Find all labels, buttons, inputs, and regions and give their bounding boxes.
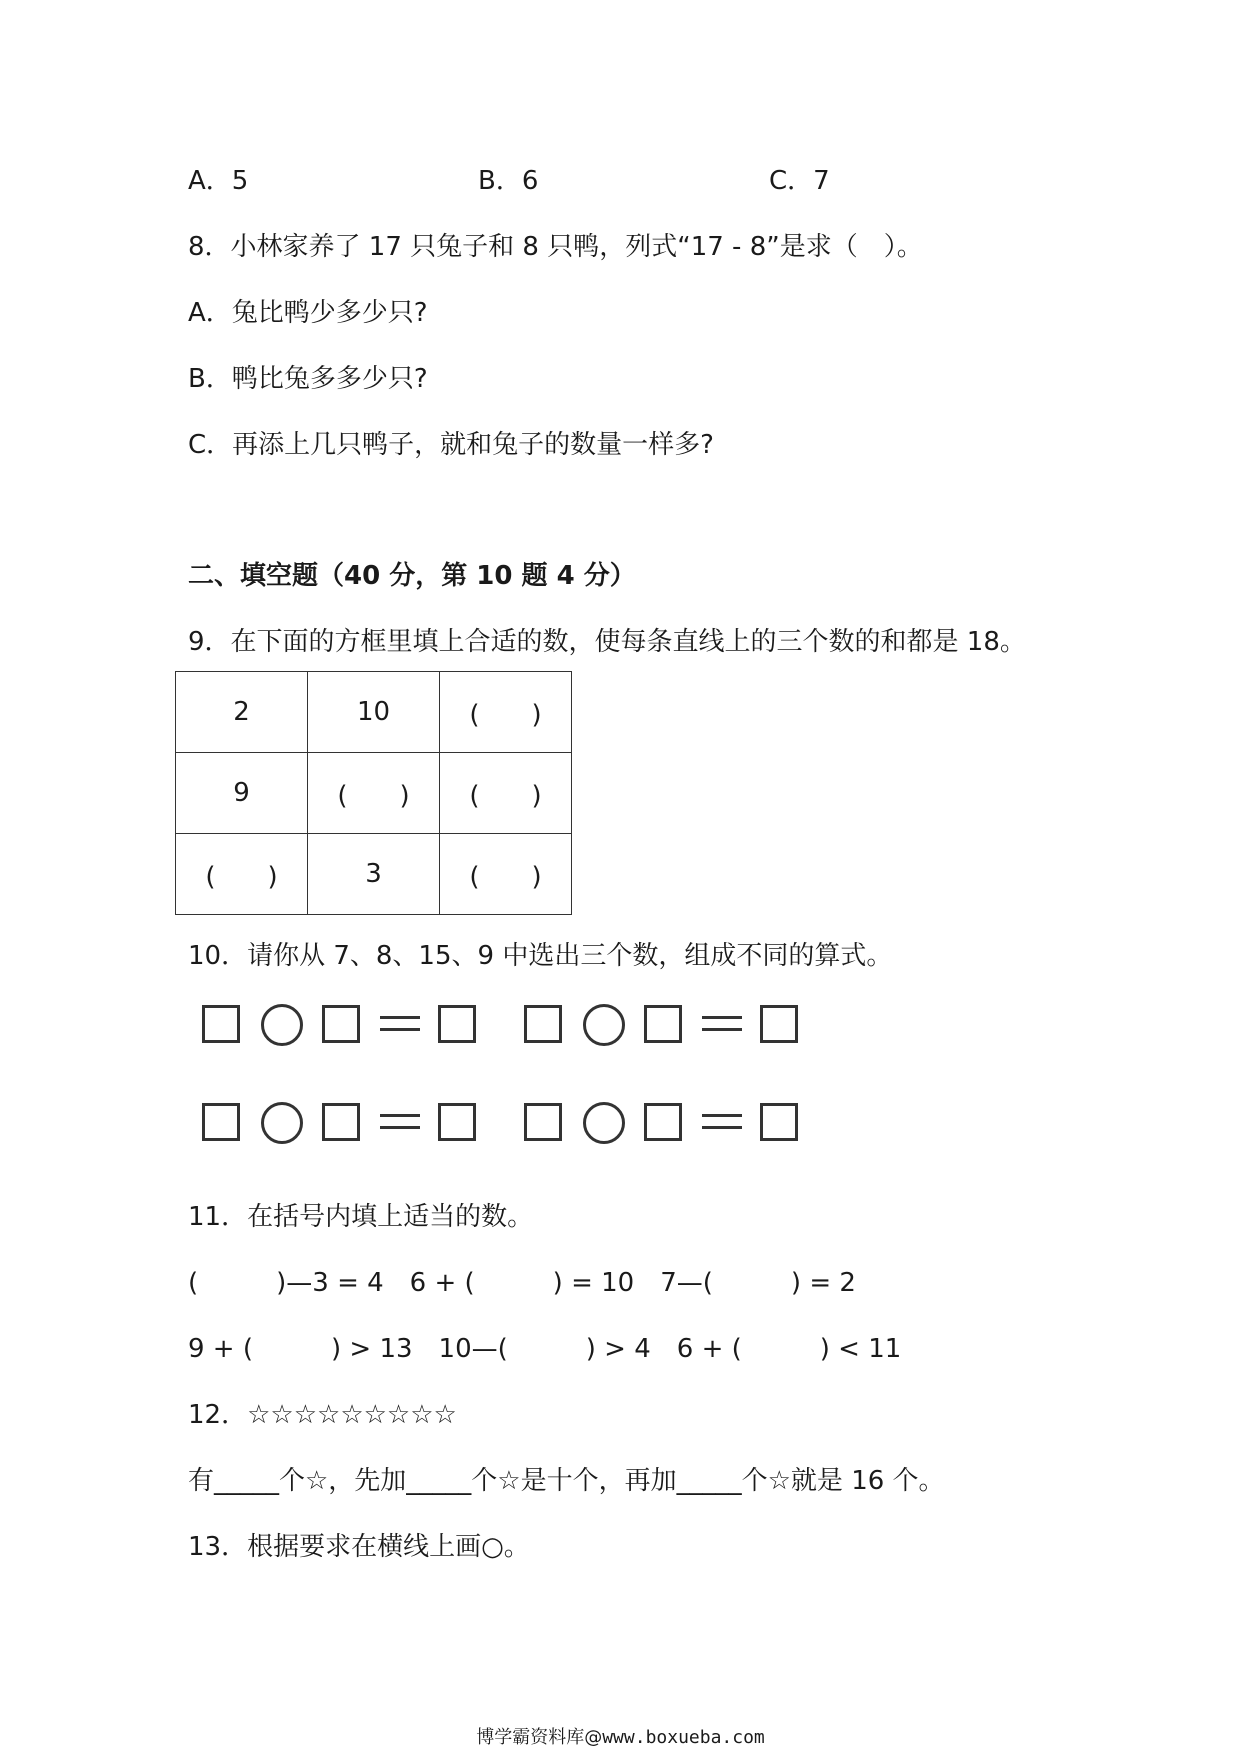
blank-square	[438, 1103, 476, 1141]
grid-cell: 9	[176, 753, 308, 834]
equals-sign	[380, 1016, 420, 1032]
q11-stem: 11．在括号内填上适当的数。	[188, 1202, 534, 1232]
blank-square	[202, 1005, 240, 1043]
blank-square	[524, 1103, 562, 1141]
grid-cell: ( )	[440, 753, 572, 834]
section-2-heading: 二、填空题（40 分，第 10 题 4 分）	[188, 561, 636, 591]
blank-square	[644, 1005, 682, 1043]
equals-sign	[380, 1114, 420, 1130]
q8-option-a: A．兔比鸭少多少只?	[188, 298, 428, 328]
q9-number-grid	[175, 671, 572, 915]
footer-brand: 博学霸资料库@	[476, 1727, 603, 1748]
grid-cell: 3	[308, 834, 440, 915]
grid-row	[176, 834, 572, 915]
q9-stem: 9．在下面的方框里填上合适的数，使每条直线上的三个数的和都是 18。	[188, 627, 1026, 657]
blank-square	[760, 1103, 798, 1141]
operator-circle	[261, 1004, 303, 1046]
grid-cell: ( )	[440, 672, 572, 753]
blank-square	[202, 1103, 240, 1141]
page-footer	[0, 1723, 1241, 1749]
grid-cell: ( )	[440, 834, 572, 915]
blank-square	[322, 1005, 360, 1043]
grid-cell: 10	[308, 672, 440, 753]
blank-square	[322, 1103, 360, 1141]
equals-sign	[702, 1016, 742, 1032]
grid-row	[176, 753, 572, 834]
q7-option-a: A．5	[188, 166, 249, 196]
blank-square	[644, 1103, 682, 1141]
operator-circle	[583, 1102, 625, 1144]
blank-square	[438, 1005, 476, 1043]
grid-row	[176, 672, 572, 753]
grid-cell: 2	[176, 672, 308, 753]
grid-cell: ( )	[176, 834, 308, 915]
q8-option-c: C．再添上几只鸭子，就和兔子的数量一样多?	[188, 430, 714, 460]
equals-sign	[702, 1114, 742, 1130]
q8-option-b: B．鸭比兔多多少只?	[188, 364, 428, 394]
footer-url: www.boxueba.com	[602, 1727, 765, 1748]
blank-square	[524, 1005, 562, 1043]
grid-cell: ( )	[308, 753, 440, 834]
q11-line-1: ( )—3 = 4 6 + ( ) = 10 7—( ) = 2	[188, 1268, 856, 1298]
operator-circle	[261, 1102, 303, 1144]
q7-option-c: C．7	[769, 166, 830, 196]
operator-circle	[583, 1004, 625, 1046]
q8-stem: 8．小林家养了 17 只兔子和 8 只鸭，列式“17 - 8”是求（ ）。	[188, 232, 923, 262]
q11-line-2: 9 + ( ) > 13 10—( ) > 4 6 + ( ) < 11	[188, 1334, 902, 1364]
q10-stem: 10．请你从 7、8、15、9 中选出三个数，组成不同的算式。	[188, 941, 893, 971]
q12-text: 有_____个☆，先加_____个☆是十个，再加_____个☆就是 16 个。	[188, 1466, 945, 1496]
q12-stem: 12．☆☆☆☆☆☆☆☆☆	[188, 1400, 457, 1430]
blank-square	[760, 1005, 798, 1043]
q7-option-b: B．6	[478, 166, 539, 196]
q13-stem: 13．根据要求在横线上画○。	[188, 1532, 530, 1562]
